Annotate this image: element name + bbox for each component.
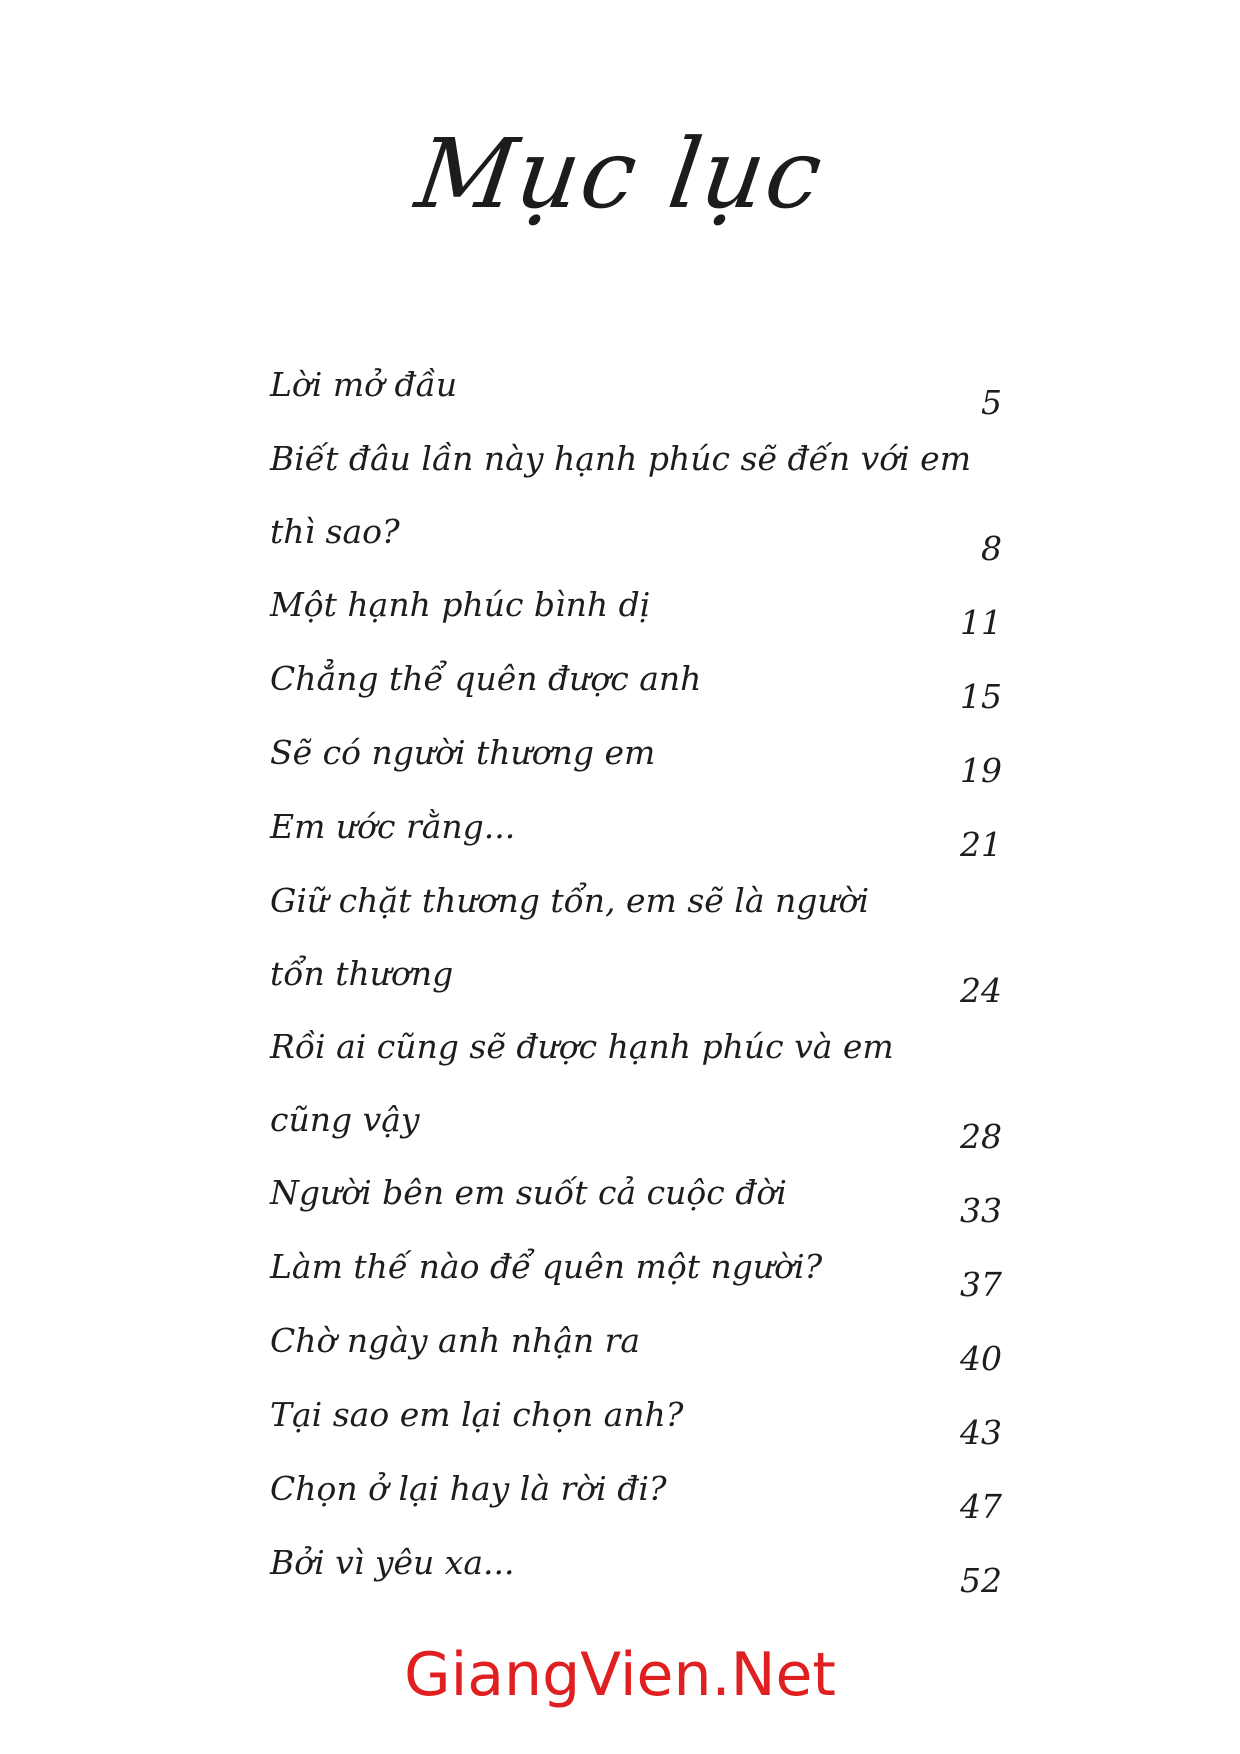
toc-entry-page: 52: [960, 1561, 1002, 1600]
toc-entry: [270, 1242, 1010, 1316]
table-of-contents: [270, 360, 1010, 1612]
toc-entry-page: 24: [960, 971, 1002, 1010]
toc-entry-title: Làm thế nào để quên một người?: [270, 1247, 823, 1286]
toc-entry: [270, 802, 1010, 876]
toc-entry-title: Tại sao em lại chọn anh?: [270, 1395, 684, 1434]
toc-entry: [270, 434, 1010, 580]
toc-entry-page: 15: [960, 677, 1002, 716]
toc-entry: [270, 1464, 1010, 1538]
toc-entry: [270, 360, 1010, 434]
toc-entry-page: 11: [960, 603, 1002, 642]
toc-entry-title-continued: thì sao?: [270, 512, 400, 551]
toc-entry-title: Người bên em suốt cả cuộc đời: [270, 1173, 787, 1212]
toc-entry-page: 33: [960, 1191, 1002, 1230]
toc-entry-page: 5: [981, 383, 1002, 422]
toc-entry-title: Em ước rằng...: [270, 807, 516, 846]
toc-entry-page: 37: [960, 1265, 1002, 1304]
toc-entry-page: 8: [981, 529, 1002, 568]
toc-entry-page: 21: [960, 825, 1002, 864]
toc-entry-title: Chờ ngày anh nhận ra: [270, 1321, 641, 1360]
toc-entry-page: 19: [960, 751, 1002, 790]
toc-entry: [270, 654, 1010, 728]
watermark: GiangVien.Net: [404, 1640, 836, 1710]
toc-entry-page: 28: [960, 1117, 1002, 1156]
toc-entry-title: Lời mở đầu: [270, 365, 458, 404]
toc-entry-title: Bởi vì yêu xa...: [270, 1543, 515, 1582]
toc-entry: [270, 876, 1010, 1022]
toc-entry-title: Rồi ai cũng sẽ được hạnh phúc và em: [270, 1027, 894, 1066]
toc-entry-page: 43: [960, 1413, 1002, 1452]
toc-entry-title: Một hạnh phúc bình dị: [270, 585, 651, 624]
toc-entry-title: Sẽ có người thương em: [270, 733, 656, 772]
toc-entry: [270, 1022, 1010, 1168]
toc-entry-title-continued: cũng vậy: [270, 1100, 420, 1139]
toc-entry: [270, 1168, 1010, 1242]
toc-entry-title: Biết đâu lần này hạnh phúc sẽ đến với em: [270, 439, 972, 478]
page-title: Mục lục: [409, 118, 831, 230]
toc-entry-title: Chẳng thể quên được anh: [270, 659, 702, 698]
toc-entry: [270, 1390, 1010, 1464]
toc-entry-title-continued: tổn thương: [270, 954, 454, 993]
toc-entry-page: 47: [960, 1487, 1002, 1526]
toc-entry-page: 40: [960, 1339, 1002, 1378]
toc-entry-title: Giữ chặt thương tổn, em sẽ là người: [270, 881, 870, 920]
toc-entry: [270, 580, 1010, 654]
toc-entry: [270, 1316, 1010, 1390]
toc-entry-title: Chọn ở lại hay là rời đi?: [270, 1469, 667, 1508]
toc-entry: [270, 1538, 1010, 1612]
toc-entry: [270, 728, 1010, 802]
